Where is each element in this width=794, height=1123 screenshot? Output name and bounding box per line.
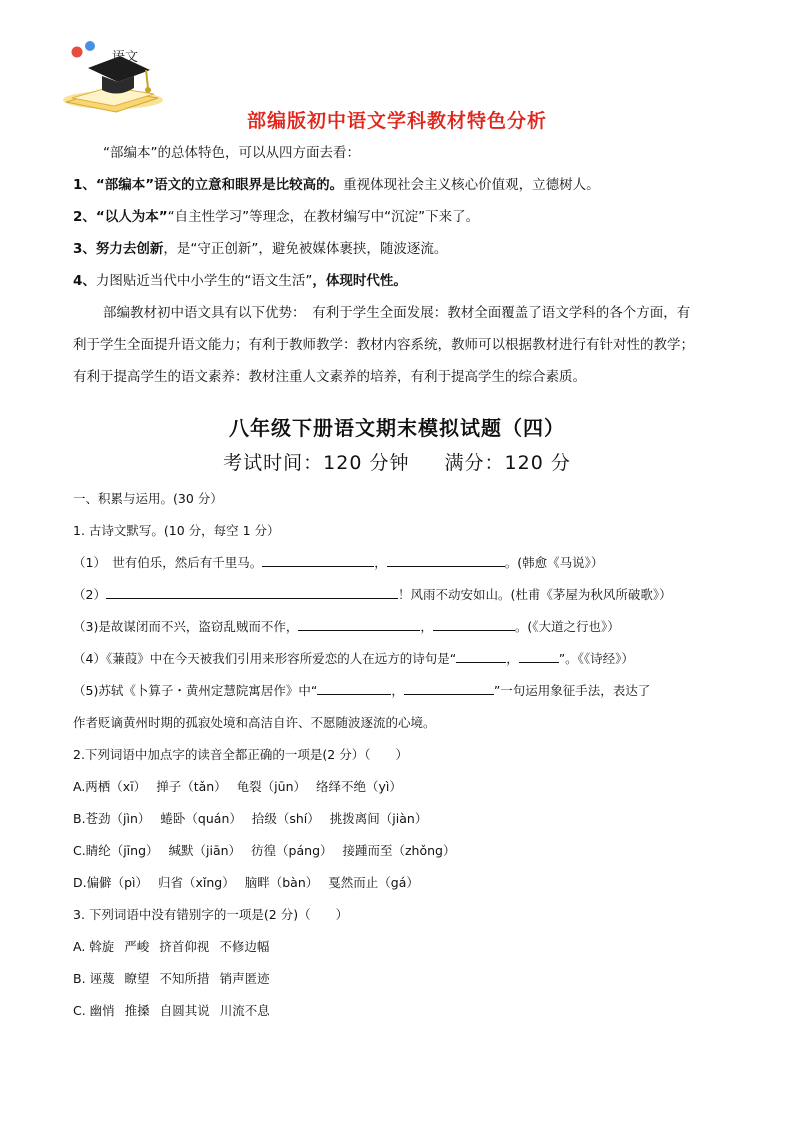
- point-text: “自主性学习”等理念，在教材编写中“沉淀”下来了。: [167, 209, 480, 225]
- point-text: 力图贴近当代中小学生的“语文生活”: [95, 273, 313, 289]
- q1-line-3: [73, 617, 620, 637]
- q2-option-b[interactable]: [73, 809, 437, 829]
- exam-score: 满分：120 分: [444, 452, 571, 474]
- exam-info: [0, 448, 794, 475]
- intro-point-3: [73, 239, 447, 259]
- q2-stem: 2.下列词语中加点字的读音全都正确的一项是(2 分）（ ）: [73, 747, 408, 762]
- point-text: 重视体现社会主义核心价值观，立德树人。: [343, 177, 600, 193]
- option-word: B. 诬蔑: [73, 971, 115, 986]
- q2-option-d[interactable]: [73, 873, 429, 893]
- option-word: 挤首仰视: [159, 939, 210, 954]
- answer-blank[interactable]: [433, 617, 515, 631]
- intro-point-1: [73, 175, 600, 195]
- option-word: 瞭望: [124, 971, 150, 986]
- intro-lead: “部编本”的总体特色，可以从四方面去看：: [103, 145, 360, 161]
- option-word: 自圆其说: [159, 1003, 210, 1018]
- option-word: C. 幽悄: [73, 1003, 115, 1018]
- q1-line-text: （3)是故谋闭而不兴，盗窃乱贼而不作，: [73, 619, 299, 634]
- option-word: 严峻: [124, 939, 150, 954]
- q1-line-text: ，: [506, 651, 519, 666]
- intro-point-2: [73, 207, 479, 227]
- q1-line-text: ”。《《诗经》）: [558, 651, 634, 666]
- option-word: 戛然而止（gá）: [328, 875, 419, 890]
- option-word: 川流不息: [219, 1003, 270, 1018]
- q1-line-1: [73, 553, 603, 573]
- point-number: 3、: [73, 241, 96, 257]
- option-word: A. 斡旋: [73, 939, 115, 954]
- advantages-line-3: 有利于提高学生的语文素养：教材注重人文素养的培养，有利于提高学生的综合素质。: [73, 369, 586, 385]
- option-word: 接踵而至（zhǒng）: [342, 843, 456, 858]
- q3-stem: 3. 下列词语中没有错别字的一项是(2 分)（ ）: [73, 907, 349, 922]
- answer-blank[interactable]: [298, 617, 420, 631]
- answer-blank[interactable]: [456, 649, 506, 663]
- option-word: 蜷卧（quán）: [160, 811, 242, 826]
- section-heading: 一、积累与运用。(30 分）: [73, 491, 223, 506]
- option-word: 络绎不绝（yì）: [316, 779, 402, 794]
- q2-option-c[interactable]: [73, 841, 466, 861]
- q1-line-text: ，: [391, 683, 404, 698]
- option-word: 脑畔（bàn）: [244, 875, 319, 890]
- q1-line-text: 。(韩愈《马说》）: [504, 555, 604, 570]
- option-word: D.偏僻（pì）: [73, 875, 149, 890]
- q2-option-a[interactable]: [73, 777, 412, 797]
- point-text: ，是“守正创新”，避免被媒体裹挟，随波逐流。: [163, 241, 448, 257]
- answer-blank[interactable]: [317, 681, 391, 695]
- option-word: 不修边幅: [219, 939, 270, 954]
- answer-blank[interactable]: [226, 585, 398, 599]
- option-word: 不知所措: [159, 971, 210, 986]
- q3-option-c[interactable]: [73, 1001, 280, 1021]
- q1-line-text: ！风雨不动安如山。(杜甫《茅屋为秋风所破歌》）: [397, 587, 672, 602]
- q1-line-text: （2）: [73, 587, 106, 602]
- q1-stem: 1. 古诗文默写。(10 分，每空 1 分）: [73, 523, 280, 538]
- exam-title: 八年级下册语文期末模拟试题（四）: [229, 416, 565, 440]
- answer-blank[interactable]: [106, 585, 226, 599]
- option-word: C.睛纶（jīng）: [73, 843, 159, 858]
- answer-blank[interactable]: [387, 553, 505, 567]
- point-number: 1、: [73, 177, 96, 193]
- q1-line-2: [73, 585, 672, 605]
- q1-line-4: [73, 649, 634, 669]
- point-bold: 努力去创新: [95, 241, 164, 257]
- q3-option-a[interactable]: [73, 937, 279, 957]
- q1-line-text: （5)苏轼《卜算子・黄州定慧院寓居作》中“: [73, 683, 318, 698]
- option-word: 彷徨（páng）: [251, 843, 333, 858]
- answer-blank[interactable]: [519, 649, 559, 663]
- point-bold: “以人为本”: [95, 209, 168, 225]
- q1-line-text: （4）《蒹葭》中在今天被我们引用来形容所爱恋的人在远方的诗句是“: [73, 651, 457, 666]
- page-title: 部编版初中语文学科教材特色分析: [246, 110, 547, 132]
- exam-time: 考试时间：120 分钟: [223, 452, 410, 474]
- advantages-line-1: 部编教材初中语文具有以下优势： 有利于学生全面发展：教材全面覆盖了语文学科的各个方面，有: [103, 305, 691, 321]
- q1-line-text: ，: [374, 555, 387, 570]
- option-word: 掸子（tǎn）: [156, 779, 227, 794]
- option-word: 挑拨离间（jiàn）: [329, 811, 428, 826]
- q3-option-b[interactable]: [73, 969, 280, 989]
- point-number: 4、: [73, 273, 96, 289]
- q1-line-text: （1） 世有伯乐，然后有千里马。: [73, 555, 263, 570]
- option-word: 销声匿迹: [219, 971, 270, 986]
- option-word: 缄默（jiān）: [168, 843, 242, 858]
- q1-line-text: 。(《大道之行也》）: [514, 619, 620, 634]
- option-word: 推搡: [124, 1003, 150, 1018]
- option-word: 龟裂（jūn）: [236, 779, 306, 794]
- answer-blank[interactable]: [404, 681, 494, 695]
- option-word: 拾级（shí）: [251, 811, 320, 826]
- q1-line-5-cont: 作者贬谪黄州时期的孤寂处境和高洁自许、不愿随波逐流的心境。: [73, 715, 436, 730]
- option-word: 归省（xǐng）: [158, 875, 235, 890]
- option-word: B.苍劲（jìn）: [73, 811, 151, 826]
- point-number: 2、: [73, 209, 96, 225]
- advantages-line-2: 利于学生全面提升语文能力；有利于教师教学：教材内容系统，教师可以根据教材进行有针对性的教学；: [73, 337, 694, 353]
- q1-line-5: [73, 681, 650, 701]
- point-bold: “部编本”语文的立意和眼界是比较高的。: [95, 177, 344, 193]
- option-word: A.两栖（xī）: [73, 779, 147, 794]
- q1-line-text: ，: [420, 619, 433, 634]
- point-tail: ，体现时代性。: [312, 273, 407, 289]
- answer-blank[interactable]: [262, 553, 374, 567]
- q1-line-text: ”一句运用象征手法，表达了: [493, 683, 651, 698]
- intro-point-4: [73, 271, 407, 291]
- logo-subject-label: 语文: [112, 50, 139, 65]
